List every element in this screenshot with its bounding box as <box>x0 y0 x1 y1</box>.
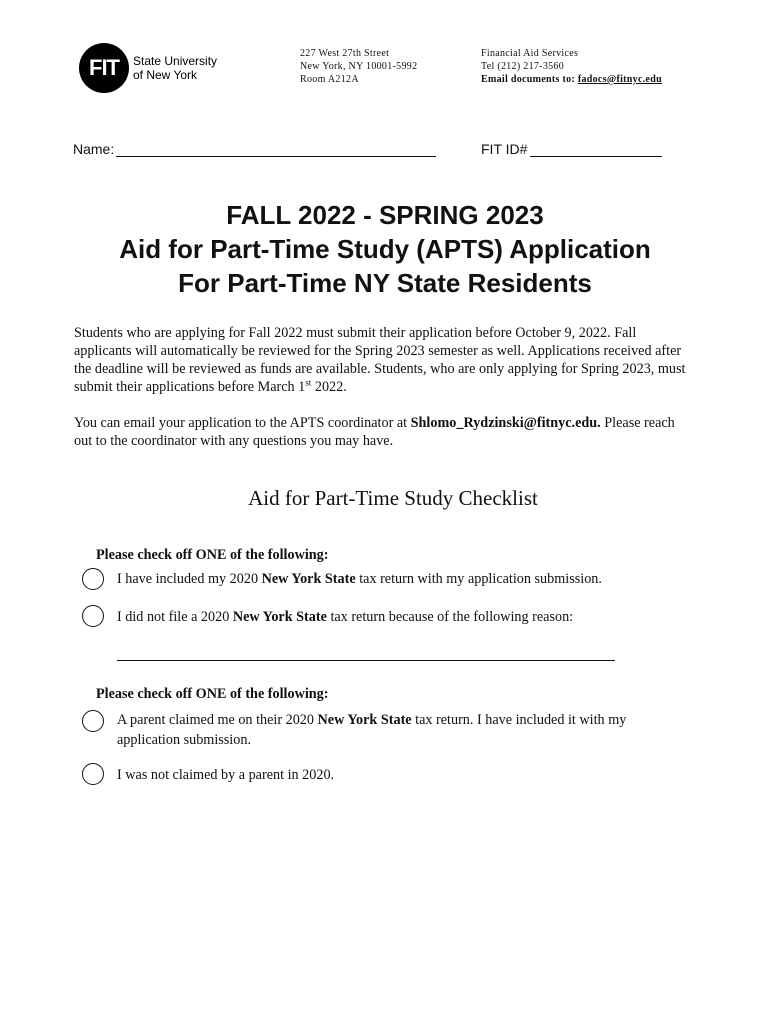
name-field[interactable] <box>116 156 436 157</box>
office-contact <box>481 47 662 86</box>
deadline-text-end: 2022. <box>311 379 347 395</box>
section-2-heading: Please check off ONE of the following: <box>96 686 329 702</box>
page-title <box>0 198 770 300</box>
office-email-line <box>481 73 662 86</box>
opt1-bold: New York State <box>261 571 356 587</box>
ordinal-suffix: st <box>305 377 312 388</box>
office-phone: Tel (212) 217-3560 <box>481 61 565 72</box>
coordinator-email[interactable]: Shlomo_Rydzinski@fitnyc.edu. <box>410 415 601 431</box>
fit-logo <box>79 43 217 93</box>
address-street: 227 West 27th Street <box>300 48 390 59</box>
deadline-text: Students who are applying for Fall 2022 must submit their application before October 9, 2022. Fall applicants will automatically be reviewed for the Spring 2023 semester as well. Applications received after the deadline will be reviewed as funds are available. Students, who are only applying for Spring 2023, must submit their applications before March 1 <box>74 325 686 395</box>
opt3-text-end: tax return. I have included it with my application submission. <box>117 712 627 748</box>
office-email-link[interactable]: fadocs@fitnyc.edu <box>577 74 662 85</box>
logo-line-2: of New York <box>133 68 198 82</box>
opt1-text-end: tax return with my application submission. <box>355 571 602 587</box>
name-label: Name: <box>73 141 115 157</box>
address-city: New York, NY 10001-5992 <box>300 61 418 72</box>
reason-field[interactable] <box>117 660 615 661</box>
did-not-file-option <box>117 607 677 627</box>
parent-claimed-option <box>117 710 677 750</box>
contact-text-end: Please reach out to the coordinator with any questions you may have. <box>74 415 675 449</box>
not-claimed-radio[interactable] <box>82 763 104 785</box>
mailing-address <box>300 47 417 86</box>
office-name: Financial Aid Services <box>481 48 579 59</box>
opt2-text: I did not file a 2020 <box>117 609 233 625</box>
opt3-text: A parent claimed me on their 2020 <box>117 712 318 728</box>
contact-paragraph <box>74 414 686 450</box>
contact-text: You can email your application to the APTS coordinator at <box>74 415 411 431</box>
fit-id-label: FIT ID# <box>481 141 528 157</box>
fit-logo-mark: FIT <box>79 43 129 93</box>
did-not-file-radio[interactable] <box>82 605 104 627</box>
email-prefix: Email documents to: <box>481 74 578 85</box>
section-1-heading: Please check off ONE of the following: <box>96 547 329 563</box>
address-room: Room A212A <box>300 74 359 85</box>
title-line-2: Aid for Part-Time Study (APTS) Application <box>119 234 651 264</box>
opt3-bold: New York State <box>317 712 412 728</box>
title-line-3: For Part-Time NY State Residents <box>178 268 592 298</box>
opt2-text-end: tax return because of the following reason: <box>326 609 574 625</box>
included-tax-return-option <box>117 569 677 589</box>
logo-line-1: State University <box>133 54 218 68</box>
not-claimed-option: I was not claimed by a parent in 2020. <box>117 767 335 783</box>
parent-claimed-radio[interactable] <box>82 710 104 732</box>
opt2-bold: New York State <box>232 609 327 625</box>
title-line-1: FALL 2022 - SPRING 2023 <box>226 200 544 230</box>
fit-id-field[interactable] <box>530 156 662 157</box>
opt1-text: I have included my 2020 <box>117 571 262 587</box>
included-tax-return-radio[interactable] <box>82 568 104 590</box>
suny-logo-text <box>133 54 217 82</box>
deadline-paragraph <box>74 324 686 396</box>
checklist-title: Aid for Part-Time Study Checklist <box>248 486 538 510</box>
